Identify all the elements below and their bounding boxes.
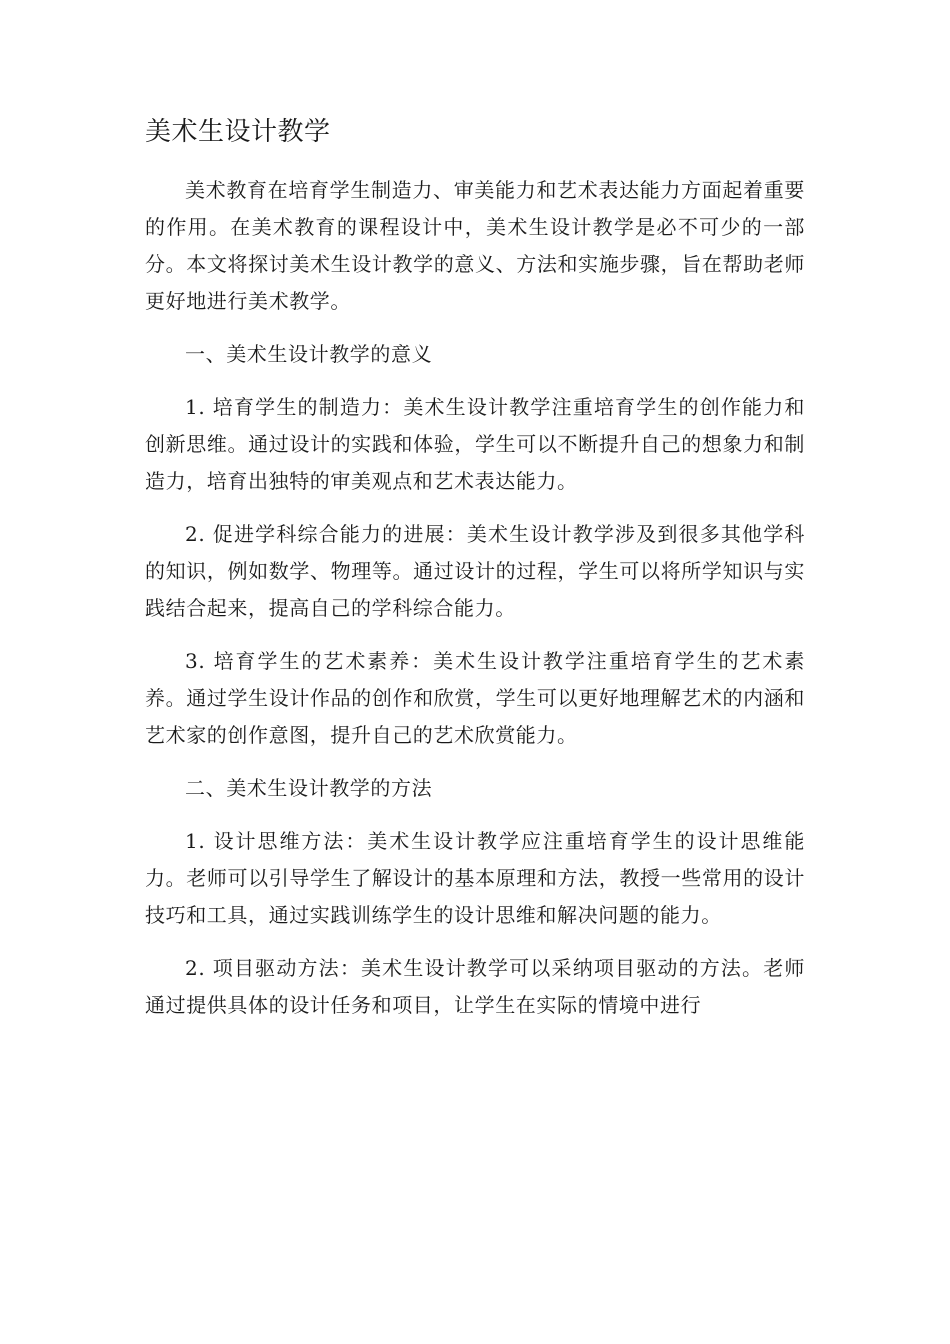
paragraph-project-driven: 2. 项目驱动方法：美术生设计教学可以采纳项目驱动的方法。老师通过提供具体的设计任务和项目，让学生在实际的情境中进行	[145, 956, 805, 1017]
paragraph-creativity: 1. 培育学生的制造力：美术生设计教学注重培育学生的创作能力和创新思维。通过设计的实践和体验，学生可以不断提升自己的想象力和制造力，培育出独特的审美观点和艺术表达能力。	[145, 395, 805, 493]
document-body	[145, 114, 805, 1040]
section-heading-significance: 一、美术生设计教学的意义	[185, 342, 433, 366]
paragraph-comprehensive-ability: 2. 促进学科综合能力的进展：美术生设计教学涉及到很多其他学科的知识，例如数学、物理等。通过设计的过程，学生可以将所学知识与实践结合起来，提高自己的学科综合能力。	[145, 522, 805, 620]
section-heading-methods: 二、美术生设计教学的方法	[185, 776, 433, 800]
paragraph-design-thinking: 1. 设计思维方法：美术生设计教学应注重培育学生的设计思维能力。老师可以引导学生了解设计的基本原理和方法，教授一些常用的设计技巧和工具，通过实践训练学生的设计思维和解决问题的能力。	[145, 829, 805, 927]
paragraph-art-literacy: 3. 培育学生的艺术素养：美术生设计教学注重培育学生的艺术素养。通过学生设计作品的创作和欣赏，学生可以更好地理解艺术的内涵和艺术家的创作意图，提升自己的艺术欣赏能力。	[145, 649, 805, 747]
document-title: 美术生设计教学	[145, 117, 331, 147]
intro-paragraph: 美术教育在培育学生制造力、审美能力和艺术表达能力方面起着重要的作用。在美术教育的课程设计中，美术生设计教学是必不可少的一部分。本文将探讨美术生设计教学的意义、方法和实施步骤，旨在帮助老师更好地进行美术教学。	[145, 178, 805, 313]
